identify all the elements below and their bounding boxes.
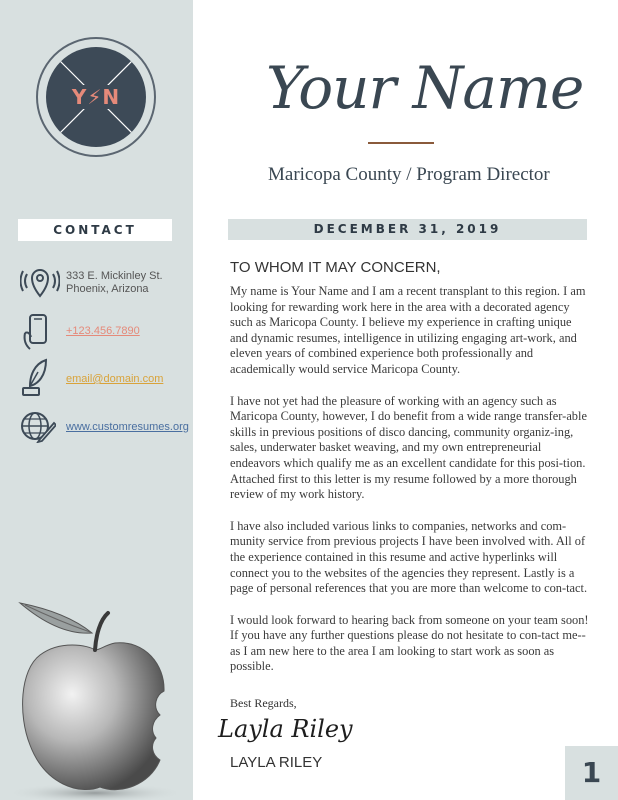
sidebar bbox=[0, 0, 193, 800]
logo bbox=[36, 37, 156, 157]
printed-name: LAYLA RILEY bbox=[230, 754, 323, 771]
subtitle: Maricopa County / Program Director bbox=[268, 164, 550, 185]
globe-pencil-icon bbox=[20, 409, 56, 443]
website-link[interactable]: www.customresumes.org bbox=[66, 421, 189, 433]
address-line-1: 333 E. Mickinley St. bbox=[66, 270, 163, 282]
phone-icon bbox=[20, 313, 54, 351]
contact-heading: CONTACT bbox=[18, 219, 172, 241]
name-title: Your Name bbox=[266, 54, 584, 122]
email-link[interactable]: email@domain.com bbox=[66, 373, 164, 385]
address-line-2: Phoenix, Arizona bbox=[66, 283, 149, 295]
paragraph: My name is Your Name and I am a recent transplant to this region. I am looking for rewarding work here in the area with a decorated agency such as Maricopa County. I believe my experience in crafting unique and dynamic resumes, intelligence in utilizing engaging art-work, and eleven years of combined experience both professionally and academically would service Maricopa County. bbox=[230, 284, 586, 376]
address bbox=[66, 270, 163, 296]
paragraph: I would look forward to hearing back from someone on your team soon! If you have any further questions please do not hesitate to con-tact me-- as I am new here to the area I am looking to start work as soon as possible. bbox=[230, 612, 589, 674]
letter-date: DECEMBER 31, 2019 bbox=[228, 219, 587, 240]
greeting: TO WHOM IT MAY CONCERN, bbox=[230, 259, 441, 276]
logo-badge bbox=[46, 47, 146, 147]
title-divider bbox=[368, 142, 434, 144]
page-number: 1 bbox=[565, 746, 618, 800]
paragraph: I have not yet had the pleasure of working with an agency such as Maricopa County, however, I do benefit from a wide range transfer-able skills in previous positions of disco dancing, community organiz-ing, sales, underwater basket weaving, and my own entrepreneurial endeavors which qualify me as an excellent candidate for this posi-tion. Attached first to this letter is my resume followed by a more thorough review of my work history. bbox=[230, 393, 587, 502]
logo-initials: Y⚡N bbox=[71, 85, 121, 109]
location-pin-icon bbox=[20, 266, 60, 300]
letter-body bbox=[230, 284, 592, 691]
paragraph: I have also included various links to companies, networks and com-munity service from previous projects I have been involved with. All of the experience contained in this resume and active hyperlinks will connect you to the websites of the agencies they represent. Lastly is a page of personal references that you are more than welcome to con-tact. bbox=[230, 518, 588, 596]
apple-illustration bbox=[0, 595, 193, 800]
phone-link[interactable]: +123.456.7890 bbox=[66, 325, 140, 337]
closing: Best Regards, bbox=[230, 696, 297, 710]
quill-icon bbox=[20, 358, 54, 398]
signature: Layla Riley bbox=[218, 715, 353, 743]
